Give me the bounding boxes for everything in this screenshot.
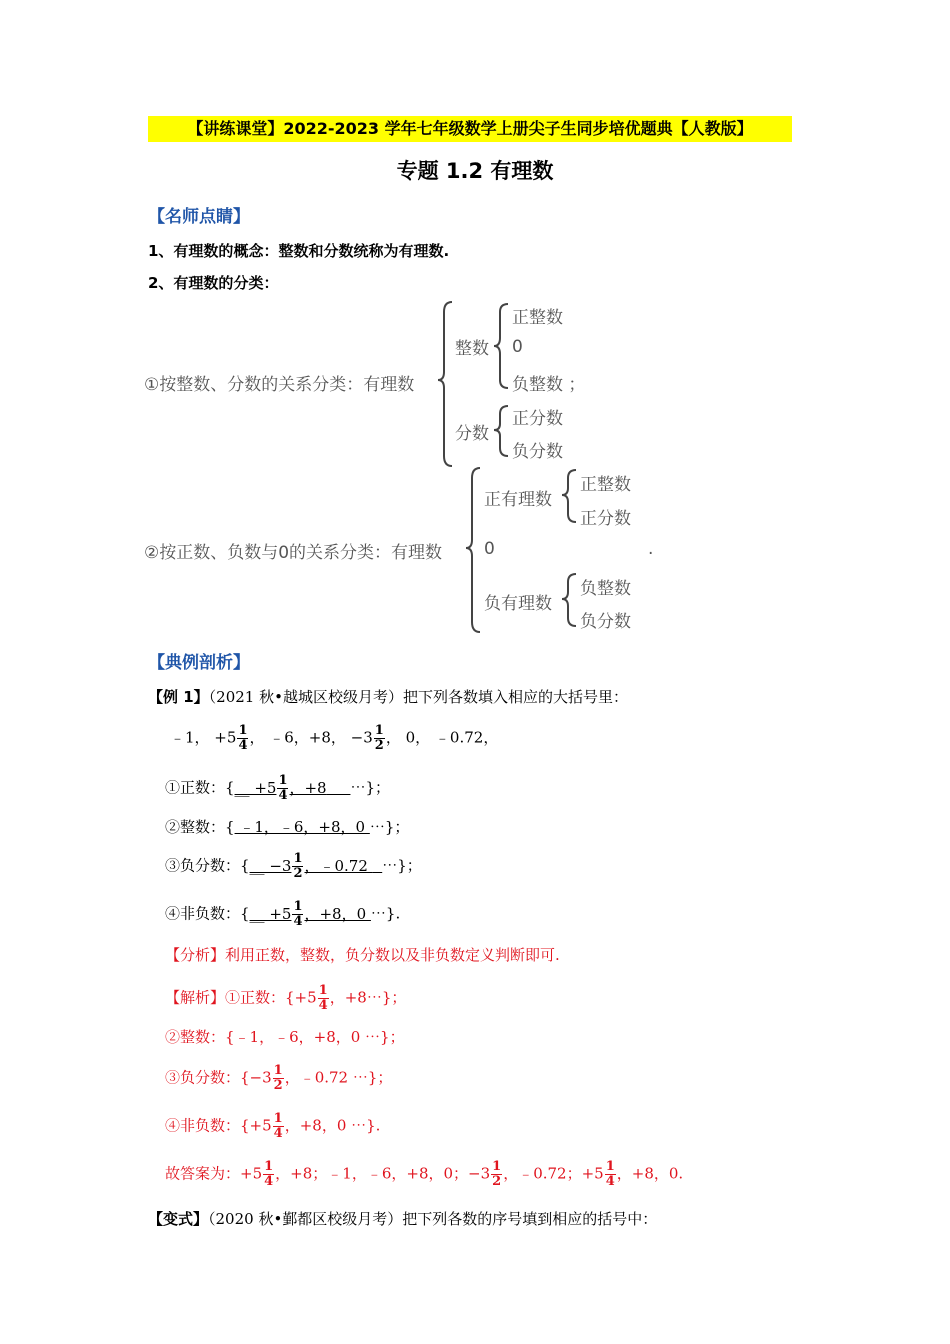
document-banner: 【讲练课堂】2022-2023 学年七年级数学上册尖子生同步培优题典【人教版】 (148, 116, 792, 142)
question-integer (165, 816, 409, 837)
section-example-heading: 【典例剖析】 (148, 653, 250, 673)
question-negative-fraction (165, 852, 422, 881)
q4-end: ⋯}. (370, 904, 401, 923)
final-answer: 故答案为：+5 $\frac{1}{4}$ ，+8；﹣1，﹣6，+8，0；−3 $\frac{1}{2}$ ，﹣0.72；+5 $\frac{1}{4}$ ，+8，0. (165, 1159, 684, 1189)
example-question (148, 686, 628, 707)
q3-fill: __ −3 $\frac{1}{2}$ ，﹣0.72 (249, 851, 373, 881)
q1-fill: __ +5 $\frac{1}{4}$ ，+8 (234, 773, 327, 803)
numbers-part-c: ， 0， ﹣0.72， (385, 728, 499, 747)
class1-lead: ①按整数、分数的关系分类：有理数 (144, 375, 415, 395)
solution-positive: 【解析】①正数：{+5 $\frac{1}{4}$ ，+8⋯}； (165, 983, 407, 1013)
class2-zero: 0 (484, 539, 495, 559)
q1-label: ①正数：{ (165, 778, 235, 797)
example-label: 【例 1】 (148, 688, 209, 706)
class1-positive-fraction: 正分数 (512, 409, 563, 429)
class2-positive-integer: 正整数 (580, 475, 631, 495)
analysis-text: 【分析】利用正数，整数，负分数以及非负数定义判断即可. (165, 946, 560, 964)
class1-negative-integer: 负整数 ； (512, 375, 586, 395)
class1-zero: 0 (512, 337, 523, 357)
q3-end: ⋯}； (382, 856, 422, 875)
q4-label: ④非负数：{ (165, 904, 250, 923)
section-famous-heading: 【名师点睛】 (148, 207, 250, 227)
concept-paragraph: 1、有理数的概念：整数和分数统称为有理数. (148, 242, 450, 260)
class2-negative-integer: 负整数 (580, 579, 631, 599)
class2-negative-rational: 负有理数 (484, 594, 552, 614)
solution-negative-fraction: ③负分数：{−3 $\frac{1}{2}$ ，﹣0.72 ⋯}； (165, 1063, 393, 1093)
q1-end: ⋯}； (350, 778, 390, 797)
class1-positive-integer: 正整数 (512, 308, 563, 328)
class2-negative-fraction: 负分数 (580, 612, 631, 632)
q3-label: ③负分数：{ (165, 856, 250, 875)
example-numbers (170, 724, 498, 753)
q4-fill: __ +5 $\frac{1}{4}$ ，+8，0 (249, 899, 371, 929)
variant-label: 【变式】 (148, 1210, 209, 1228)
q2-fill: ﹣1，﹣6，+8，0 (234, 818, 370, 836)
q2-label: ②整数：{ (165, 818, 235, 836)
question-positive (165, 774, 390, 803)
class1-fraction: 分数 (455, 424, 489, 444)
page-title: 专题 1.2 有理数 (396, 159, 554, 183)
solution-label: 【解析】 (165, 988, 226, 1007)
q2-end: ⋯}； (369, 818, 410, 836)
classification-paragraph: 2、有理数的分类： (148, 274, 279, 292)
variant-question (148, 1208, 657, 1229)
example-question-text: （2021 秋•越城区校级月考）把下列各数填入相应的大括号里： (208, 688, 628, 706)
solution-integer: ②整数：{﹣1，﹣6，+8，0 ⋯}； (165, 1028, 405, 1046)
class2-positive-fraction: 正分数 (580, 509, 631, 529)
fraction-one-quarter: $\frac{1}{4}$ (238, 723, 248, 753)
variant-question-text: （2020 秋•鄞都区校级月考）把下列各数的序号填到相应的括号中： (208, 1210, 658, 1228)
class1-negative-fraction: 负分数 (512, 442, 563, 462)
solution-nonnegative: ④非负数：{+5 $\frac{1}{4}$ ，+8，0 ⋯}. (165, 1111, 381, 1141)
numbers-part-b: ， ﹣6，+8， −3 (249, 728, 373, 747)
class2-positive-rational: 正有理数 (484, 490, 552, 510)
brace-lines-2 (0, 0, 950, 640)
numbers-part-a: ﹣1， +5 (170, 728, 237, 747)
question-nonnegative (165, 900, 400, 929)
class2-period: . (648, 539, 654, 559)
fraction-one-half: $\frac{1}{2}$ (374, 723, 384, 753)
class1-integer: 整数 (455, 339, 489, 359)
class2-lead: ②按正数、负数与0的关系分类：有理数 (144, 543, 443, 563)
